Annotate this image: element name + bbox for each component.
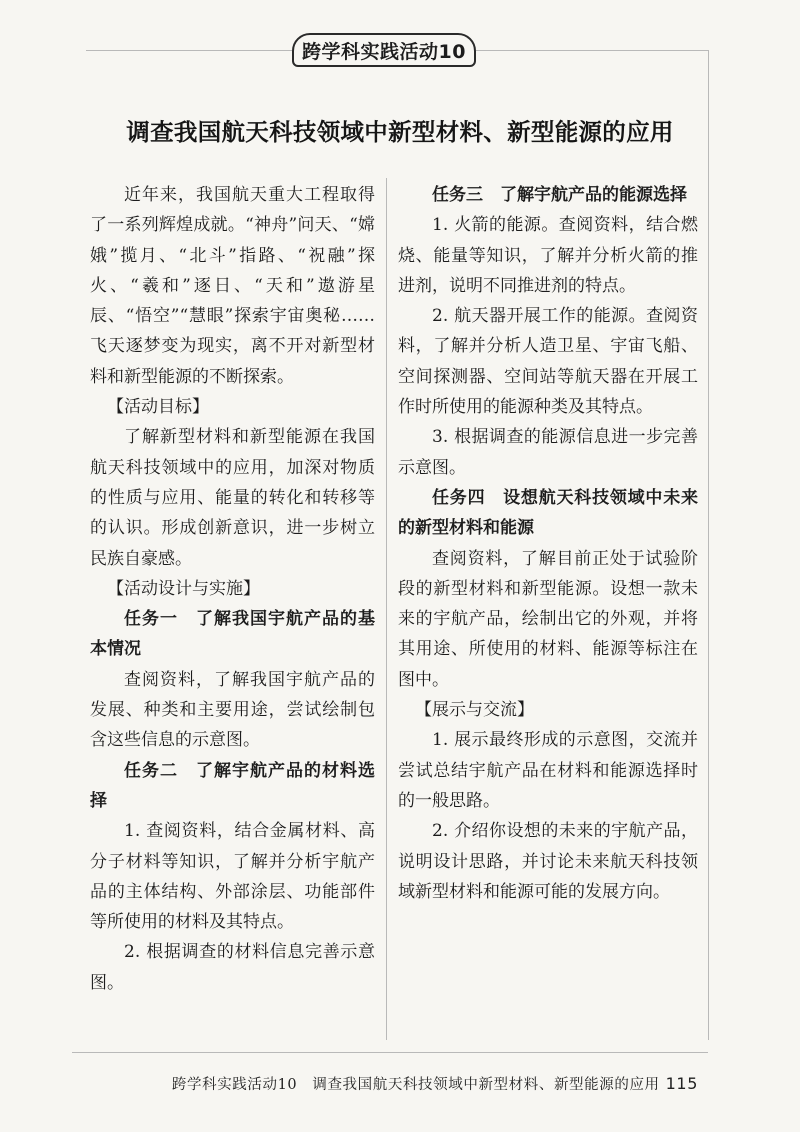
- bottom-rule: [72, 1052, 708, 1053]
- right-column: [398, 180, 698, 907]
- left-paragraph: 查阅资料，了解我国宇航产品的发展、种类和主要用途，尝试绘制包含这些信息的示意图。: [90, 669, 375, 751]
- activity-tab: 跨学科实践活动10: [292, 33, 476, 67]
- right-paragraph: 查阅资料，了解目前正处于试验阶段的新型材料和新型能源。设想一款未来的宇航产品，绘制出它的外观，并将其用途、所使用的材料、能源等标注在图中。: [398, 548, 698, 690]
- left-section-heading: 【活动设计与实施】: [107, 578, 260, 599]
- left-paragraph: 近年来，我国航天重大工程取得了一系列辉煌成就。“神舟”问天、“嫦娥”揽月、“北斗”指路、“祝融”探火、“羲和”逐日、“天和”遨游星辰、“悟空”“慧眼”探索宇宙奥秘……飞天逐梦变为现实，离不开对新型材料和新型能源的不断探索。: [90, 185, 375, 387]
- right-paragraph: 2. 航天器开展工作的能源。查阅资料，了解并分析人造卫星、宇宙飞船、空间探测器、空间站等航天器在开展工作时所使用的能源种类及其特点。: [398, 306, 698, 418]
- right-frame-line: [708, 50, 709, 1040]
- left-task-heading: 任务一 了解我国宇航产品的基本情况: [90, 609, 375, 660]
- right-section-heading: 【展示与交流】: [415, 700, 534, 721]
- right-task-heading: 任务四 设想航天科技领域中未来的新型材料和能源: [398, 487, 698, 539]
- page-title: 调查我国航天科技领域中新型材料、新型能源的应用: [126, 118, 674, 146]
- right-paragraph: 1. 火箭的能源。查阅资料，结合燃烧、能量等知识，了解并分析火箭的推进剂，说明不同推进剂的特点。: [398, 215, 698, 296]
- footer-running-title: 跨学科实践活动10 调查我国航天科技领域中新型材料、新型能源的应用: [171, 1077, 660, 1093]
- left-paragraph: 了解新型材料和新型能源在我国航天科技领域中的应用，加深对物质的性质与应用、能量的转化和转移等的认识。形成创新意识，进一步树立民族自豪感。: [90, 427, 375, 569]
- right-paragraph: 2. 介绍你设想的未来的宇航产品，说明设计思路，并讨论未来航天科技领域新型材料和能源可能的发展方向。: [398, 821, 698, 902]
- right-paragraph: 1. 展示最终形成的示意图，交流并尝试总结宇航产品在材料和能源选择时的一般思路。: [398, 730, 698, 811]
- right-paragraph: 3. 根据调查的能源信息进一步完善示意图。: [398, 427, 698, 478]
- left-paragraph: 2. 根据调查的材料信息完善示意图。: [90, 942, 375, 993]
- left-column: [90, 180, 375, 998]
- left-section-heading: 【活动目标】: [107, 397, 209, 418]
- top-rule-left: [86, 50, 292, 51]
- page-number: 115: [665, 1074, 698, 1093]
- column-divider: [386, 178, 387, 1040]
- top-rule-right: [476, 50, 708, 51]
- left-paragraph: 1. 查阅资料，结合金属材料、高分子材料等知识，了解并分析宇航产品的主体结构、外部涂层、功能部件等所使用的材料及其特点。: [90, 821, 375, 933]
- left-task-heading: 任务二 了解宇航产品的材料选择: [90, 760, 375, 811]
- right-task-heading: 任务三 了解宇航产品的能源选择: [432, 185, 687, 205]
- page-footer: [172, 1073, 698, 1094]
